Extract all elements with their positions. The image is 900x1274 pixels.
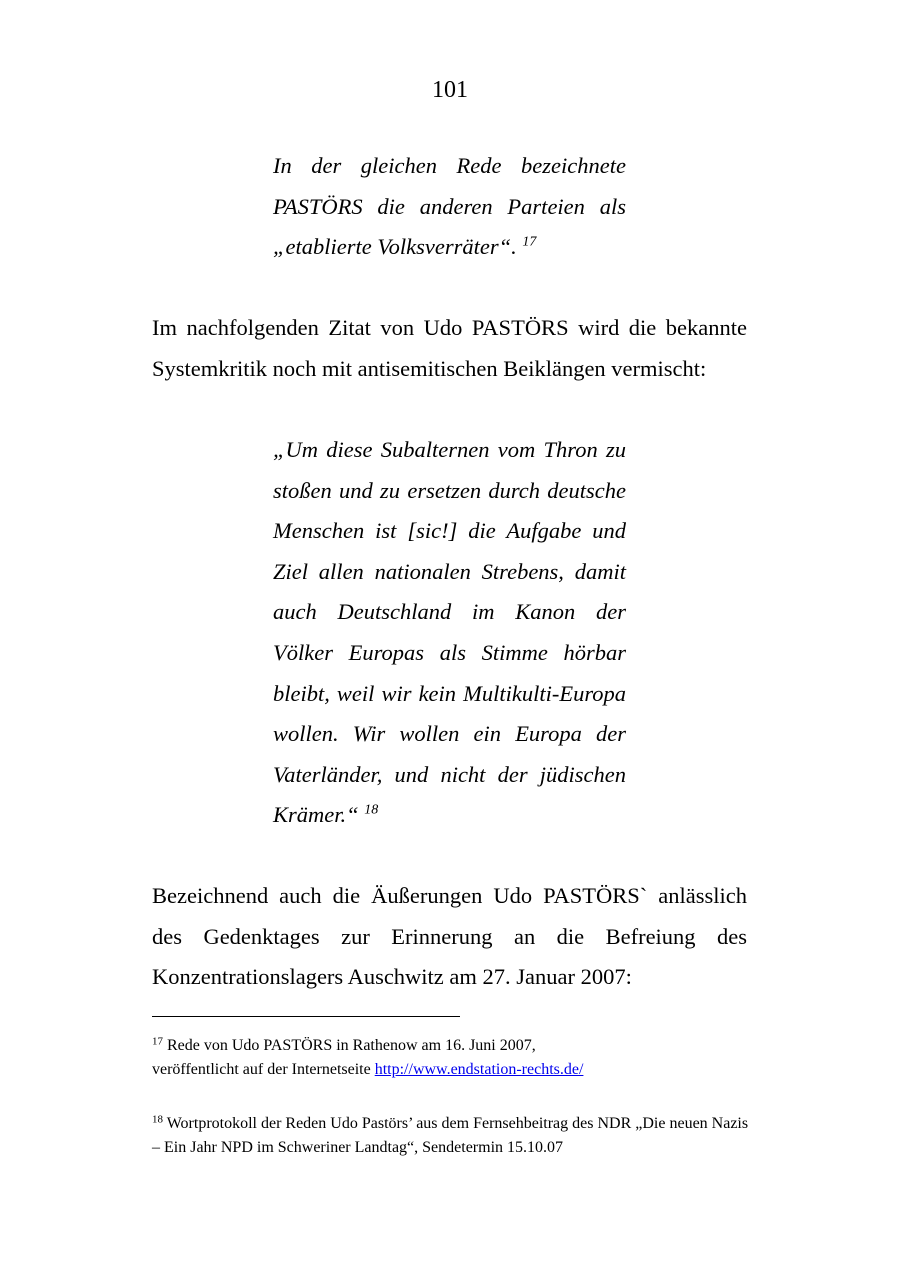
paragraph-2: Bezeichnend auch die Äußerungen Udo PASTÖRS` anlässlich des Gedenktages zur Erinnerung an die Befreiung des Konzentrationslagers Auschwitz am 27. Januar 2007: bbox=[152, 883, 747, 990]
block-quote-2 bbox=[273, 430, 626, 836]
block-quote-1 bbox=[273, 146, 626, 268]
paragraph-1: Im nachfolgenden Zitat von Udo PASTÖRS wird die bekannte Systemkritik noch mit antisemitischen Beiklängen vermischt: bbox=[152, 315, 747, 381]
endstation-rechts-link[interactable]: http://www.endstation-rechts.de/ bbox=[374, 1061, 584, 1078]
footnote-18-text: Wortprotokoll der Reden Udo Pastörs’ aus dem Fernsehbeitrag des NDR „Die neuen Nazis – Ein Jahr NPD im Schweriner Landtag“, Sendetermin 15.10.07 bbox=[152, 1115, 749, 1156]
footnote-ref-17[interactable]: 17 bbox=[522, 234, 537, 250]
footnote-17-text: Rede von Udo PASTÖRS in Rathenow am 16. Juni 2007, bbox=[167, 1037, 536, 1054]
footnote-18 bbox=[152, 1112, 752, 1160]
block-quote-1-text: In der gleichen Rede bezeichnete PASTÖRS die anderen Parteien als „etablierte Volksverräter“. bbox=[273, 153, 626, 260]
footnote-17-line-1 bbox=[152, 1034, 752, 1058]
block-quote-2-text: „Um diese Subalternen vom Thron zu stoßen und zu ersetzen durch deutsche Menschen ist [sic!] die Aufgabe und Ziel allen nationalen Strebens, damit auch Deutschland im Kanon der Völker Europas als Stimme hörbar bleibt, weil wir kein Multikulti-Europa wollen. Wir wollen ein Europa der Vaterländer, und nicht der jüdischen Krämer.“ bbox=[273, 437, 626, 828]
footnote-ref-18[interactable]: 18 bbox=[364, 802, 379, 818]
footnote-separator bbox=[152, 1016, 460, 1017]
footnote-18-number: 18 bbox=[152, 1113, 163, 1126]
footnote-17 bbox=[152, 1034, 752, 1082]
footnote-17-prefix: veröffentlicht auf der Internetseite bbox=[152, 1061, 371, 1078]
footnote-17-line-2 bbox=[152, 1058, 752, 1082]
page-number: 101 bbox=[432, 77, 468, 103]
footnote-17-number: 17 bbox=[152, 1035, 163, 1048]
